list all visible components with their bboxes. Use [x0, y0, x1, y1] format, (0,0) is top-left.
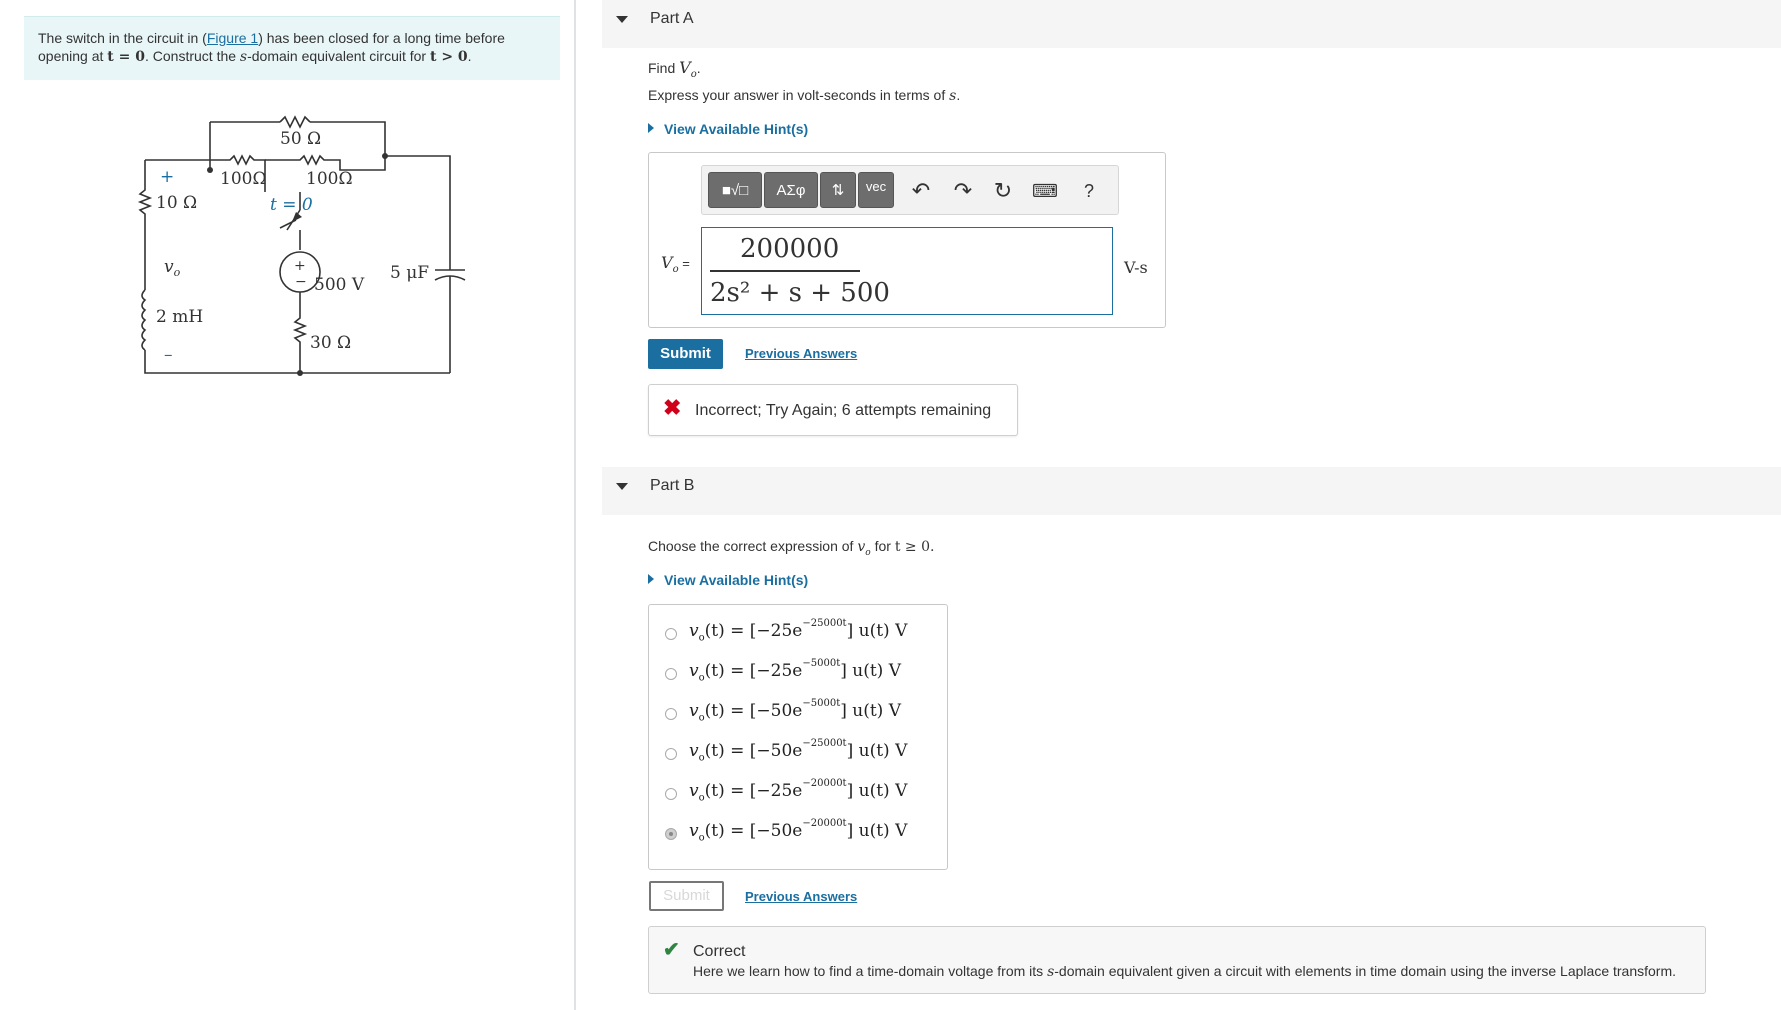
option-label: $v_o(t) = [-25e^{-5000t}]$ u(t) V: [689, 658, 901, 684]
hint-label: View Available Hint(s): [664, 572, 809, 588]
radio-button[interactable]: [665, 748, 677, 760]
circuit-figure: [120, 100, 480, 390]
undo-icon[interactable]: ↶: [911, 178, 931, 203]
part-a-hint-link[interactable]: [648, 121, 808, 137]
source-label: 500 V: [314, 275, 365, 295]
resistor-30-label: 30 Ω: [310, 333, 352, 353]
option-label: $v_o(t) = [-50e^{-20000t}]$ u(t) V: [689, 818, 908, 844]
prompt-var: $v_o$: [857, 539, 871, 558]
part-a-submit-button[interactable]: Submit: [648, 339, 723, 369]
inductor-label: 2 mH: [156, 307, 204, 327]
part-b-prompt: [648, 538, 934, 558]
problem-math: t > 0: [429, 49, 468, 65]
vec-button[interactable]: vec: [858, 172, 894, 208]
feedback-body: Here we learn how to find a time-domain voltage from its s-domain equivalent given a circuit with elements in time domain using the inverse Laplace transform.: [693, 963, 1677, 980]
option-label: $v_o(t) = [-50e^{-25000t}]$ u(t) V: [689, 738, 908, 764]
hint-label: View Available Hint(s): [664, 121, 809, 137]
answer-denominator: 2s² + s + 500: [710, 278, 890, 308]
capacitor-label: 5 μF: [390, 263, 430, 283]
vo-label: $v_o$: [164, 257, 181, 279]
options-box: [648, 604, 948, 870]
radio-button[interactable]: [665, 828, 677, 840]
vo-minus: –: [164, 345, 173, 365]
resistor-100-left-label: 100Ω: [220, 169, 267, 189]
source-plus: +: [294, 258, 306, 274]
prompt-text: .: [696, 60, 701, 76]
part-a-header[interactable]: [602, 0, 1781, 48]
part-a-feedback: [648, 384, 1018, 436]
answer-unit: V-s: [1124, 258, 1148, 277]
incorrect-icon: ✖: [663, 395, 682, 420]
fraction-bar: [710, 270, 860, 272]
radio-button[interactable]: [665, 788, 677, 800]
instruction-var: s: [949, 88, 957, 104]
instruction-text: .: [956, 87, 961, 103]
part-a-instruction: [648, 87, 960, 104]
prompt-text: for: [874, 538, 891, 554]
problem-math: t = 0: [107, 49, 145, 65]
templates-button[interactable]: ■√□: [708, 172, 762, 208]
answer-numerator: 200000: [740, 234, 840, 264]
redo-icon[interactable]: ↷: [953, 178, 973, 203]
instruction-text: Express your answer in volt-seconds in terms of: [648, 87, 946, 103]
resistor-10-label: 10 Ω: [156, 193, 198, 213]
resistor-100-right-label: 100Ω: [306, 169, 353, 189]
problem-math: s: [239, 49, 248, 65]
problem-text: -domain equivalent circuit for: [247, 48, 427, 64]
vo-plus: +: [160, 167, 175, 187]
problem-text: . Construct the: [144, 48, 237, 64]
part-b-hint-link[interactable]: [648, 572, 808, 588]
caret-right-icon: [648, 123, 654, 133]
part-b-previous-answers-link[interactable]: Previous Answers: [745, 889, 858, 904]
radio-button[interactable]: [665, 628, 677, 640]
subscript-button[interactable]: ⇅: [820, 172, 856, 208]
radio-button[interactable]: [665, 668, 677, 680]
problem-text: .: [467, 48, 472, 64]
pane-divider[interactable]: [574, 0, 576, 1010]
option-label: $v_o(t) = [-50e^{-5000t}]$ u(t) V: [689, 698, 901, 724]
reset-icon[interactable]: ↻: [993, 178, 1013, 203]
part-b-feedback: [648, 926, 1706, 994]
problem-statement: [24, 16, 560, 80]
answer-label: $V_o$ =: [661, 253, 690, 276]
option-label: $v_o(t) = [-25e^{-20000t}]$ u(t) V: [689, 778, 908, 804]
prompt-text: Choose the correct expression of: [648, 538, 854, 554]
problem-text: ) has been closed for a long time before opening at: [38, 30, 505, 64]
part-a-title: Part A: [650, 10, 694, 27]
figure-link[interactable]: Figure 1: [206, 30, 259, 46]
part-a-previous-answers-link[interactable]: Previous Answers: [745, 346, 858, 361]
part-b-submit-button[interactable]: Submit: [649, 881, 724, 911]
prompt-var: $V_o$: [679, 58, 697, 81]
keyboard-icon[interactable]: ⌨: [1032, 181, 1058, 201]
prompt-text: Find: [648, 60, 676, 76]
help-icon[interactable]: ?: [1083, 181, 1094, 201]
problem-text: The switch in the circuit in (: [38, 30, 207, 46]
answer-box: [648, 152, 1166, 328]
part-a-prompt: [648, 58, 701, 80]
checkmark-icon: ✔: [663, 939, 680, 961]
caret-down-icon: [616, 16, 628, 23]
part-b-title: Part B: [650, 477, 695, 494]
caret-right-icon: [648, 574, 654, 584]
greek-button[interactable]: ΑΣφ: [764, 172, 818, 208]
answer-input[interactable]: [701, 227, 1113, 315]
feedback-title: Correct: [693, 943, 746, 960]
source-minus: −: [295, 274, 307, 290]
prompt-cond: t ≥ 0.: [894, 539, 935, 555]
part-b-header[interactable]: [602, 467, 1781, 515]
resistor-50-label: 50 Ω: [280, 129, 322, 149]
radio-button[interactable]: [665, 708, 677, 720]
switch-label: t = 0: [270, 195, 313, 215]
feedback-text: Incorrect; Try Again; 6 attempts remaining: [695, 402, 992, 419]
caret-down-icon: [616, 483, 628, 490]
math-toolbar: [701, 165, 1119, 215]
option-label: $v_o(t) = [-25e^{-25000t}]$ u(t) V: [689, 618, 908, 644]
